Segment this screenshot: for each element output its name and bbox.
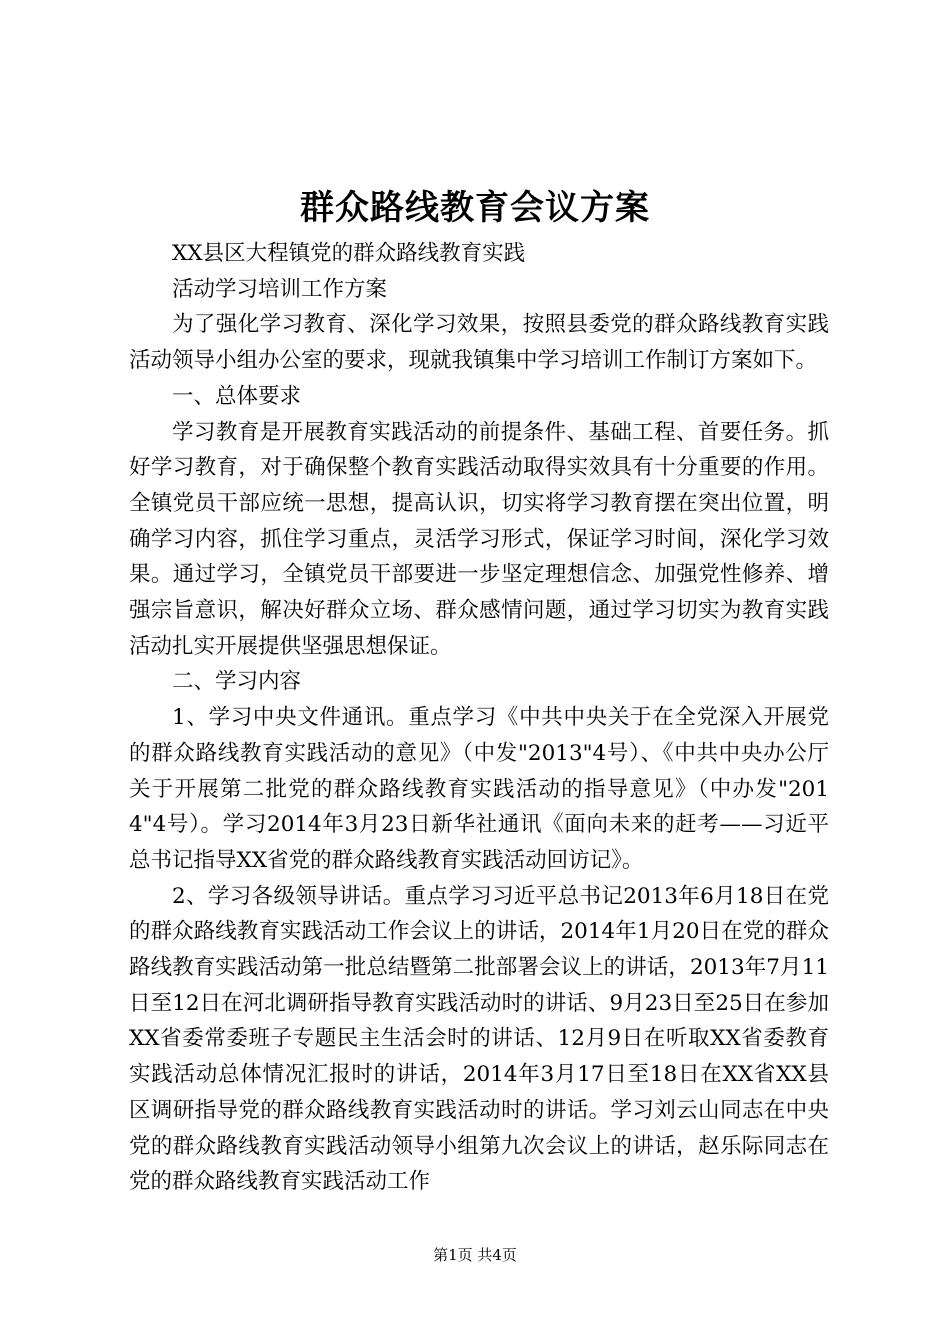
content-item-2: 2、学习各级领导讲话。重点学习习近平总书记2013年6月18日在党的群众路线教育实践活动工作会议上的讲话，2014年1月20日在党的群众路线教育实践活动第一批总结暨第二批部署会议上的讲话，2013年7月11日至12日在河北调研指导教育实践活动时的讲话、9月23日至25日在参加XX省委常委班子专题民主生活会时的讲话、12月9日在听取XX省委教育实践活动总体情况汇报时的讲话，2014年3月17日至18日在XX省XX县区调研指导党的群众路线教育实践活动时的讲话。学习刘云山同志在中央党的群众路线教育实践活动领导小组第九次会议上的讲话，赵乐际同志在党的群众路线教育实践活动工作 [129, 883, 829, 1195]
content-item-1: 1、学习中央文件通讯。重点学习《中共中央关于在全党深入开展党的群众路线教育实践活动的意见》（中发"2013"4号）、《中共中央办公厅关于开展第二批党的群众路线教育实践活动的指导意见》（中办发"2014"4号）。学习2014年3月23日新华社通讯《面向未来的赶考——习近平总书记指导XX省党的群众路线教育实践活动回访记》。 [129, 705, 829, 873]
section-heading-content: 二、学习内容 [172, 669, 302, 695]
page-footer: 第1页 共4页 [433, 1246, 517, 1264]
document-body [129, 236, 829, 1200]
general-requirements-paragraph: 学习教育是开展教育实践活动的前提条件、基础工程、首要任务。抓好学习教育，对于确保整个教育实践活动取得实效具有十分重要的作用。全镇党员干部应统一思想，提高认识，切实将学习教育摆在突出位置，明确学习内容，抓住学习重点，灵活学习形式，保证学习时间，深化学习效果。通过学习，全镇党员干部要进一步坚定理想信念、加强党性修养、增强宗旨意识，解决好群众立场、群众感情问题，通过学习切实为教育实践活动扎实开展提供坚强思想保证。 [129, 419, 829, 659]
document-title: 群众路线教育会议方案 [300, 188, 650, 228]
intro-paragraph: 为了强化学习教育、深化学习效果，按照县委党的群众路线教育实践活动领导小组办公室的要求，现就我镇集中学习培训工作制订方案如下。 [129, 312, 829, 374]
subtitle-line-1: XX县区大程镇党的群众路线教育实践 [172, 241, 526, 266]
subtitle-line-2: 活动学习培训工作方案 [172, 276, 388, 302]
section-heading-general: 一、总体要求 [172, 383, 302, 409]
